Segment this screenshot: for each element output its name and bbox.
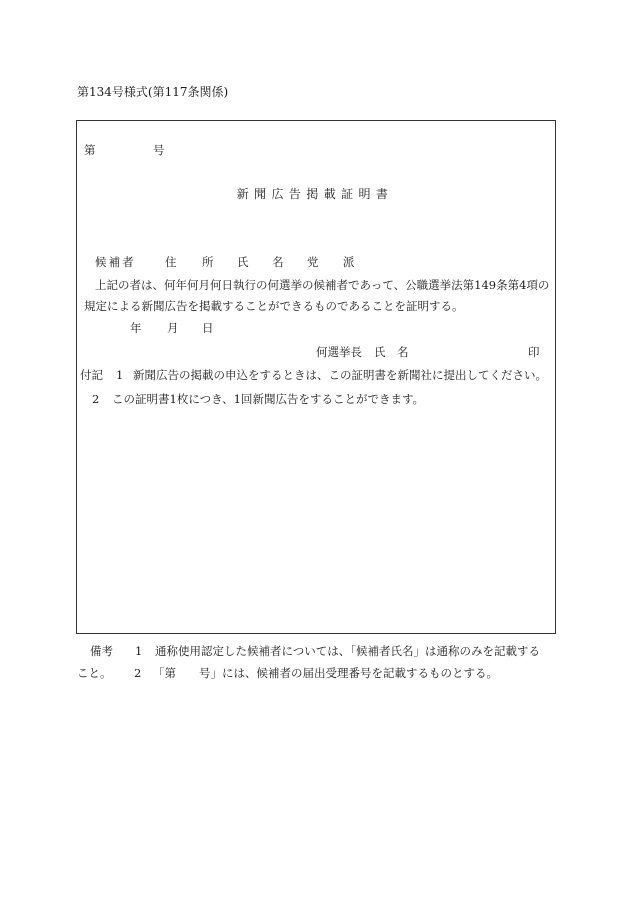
remark-1-text-continued: こと。: [77, 666, 112, 680]
candidate-address-label-2: 所: [202, 255, 214, 269]
candidate-name-label-1: 氏: [237, 255, 249, 269]
election-chief-name-label-2: 名: [397, 345, 409, 359]
note-1-text: 新聞広告の掲載の申込をするときは、この証明書を新聞社に提出してください。: [133, 368, 547, 382]
certification-text-line-1: 上記の者は、何年何月何日執行の何選挙の候補者であって、公職選挙法第149条第4項の: [95, 278, 550, 292]
candidate-label: 候補者: [95, 255, 136, 269]
candidate-address-label-1: 住: [165, 255, 177, 269]
note-1-number: 1: [116, 368, 124, 382]
date-day-label: 日: [202, 321, 214, 335]
remark-1-text: 通称使用認定した候補者については、「候補者氏名」は通称のみを記載する: [155, 644, 541, 658]
form-number: 第134号様式(第117条関係): [77, 85, 229, 99]
date-year-label: 年: [130, 321, 142, 335]
note-2-number: 2: [92, 392, 100, 406]
certificate-number-suffix: 号: [153, 143, 165, 157]
note-2-text: この証明書1枚につき、1回新聞広告をすることができます。: [112, 392, 425, 406]
remark-2-number: 2: [134, 666, 142, 680]
certification-text-line-2: 規定による新聞広告を掲載することができるものであることを証明する。: [84, 299, 464, 313]
document-title: 新聞広告掲載証明書: [236, 187, 394, 201]
notes-label: 付記: [80, 368, 103, 382]
remark-2-text: 「第 号」には、候補者の届出受理番号を記載するものとする。: [153, 666, 498, 680]
candidate-party-label-2: 派: [343, 255, 355, 269]
remarks-label: 備考: [90, 644, 113, 658]
candidate-party-label-1: 党: [307, 255, 319, 269]
election-chief-title: 何選挙長: [316, 345, 362, 359]
certificate-number-prefix: 第: [84, 143, 96, 157]
date-month-label: 月: [167, 321, 179, 335]
election-chief-name-label-1: 氏: [374, 345, 386, 359]
candidate-name-label-2: 名: [272, 255, 284, 269]
remark-1-number: 1: [135, 644, 143, 658]
seal-mark: 印: [528, 345, 540, 359]
